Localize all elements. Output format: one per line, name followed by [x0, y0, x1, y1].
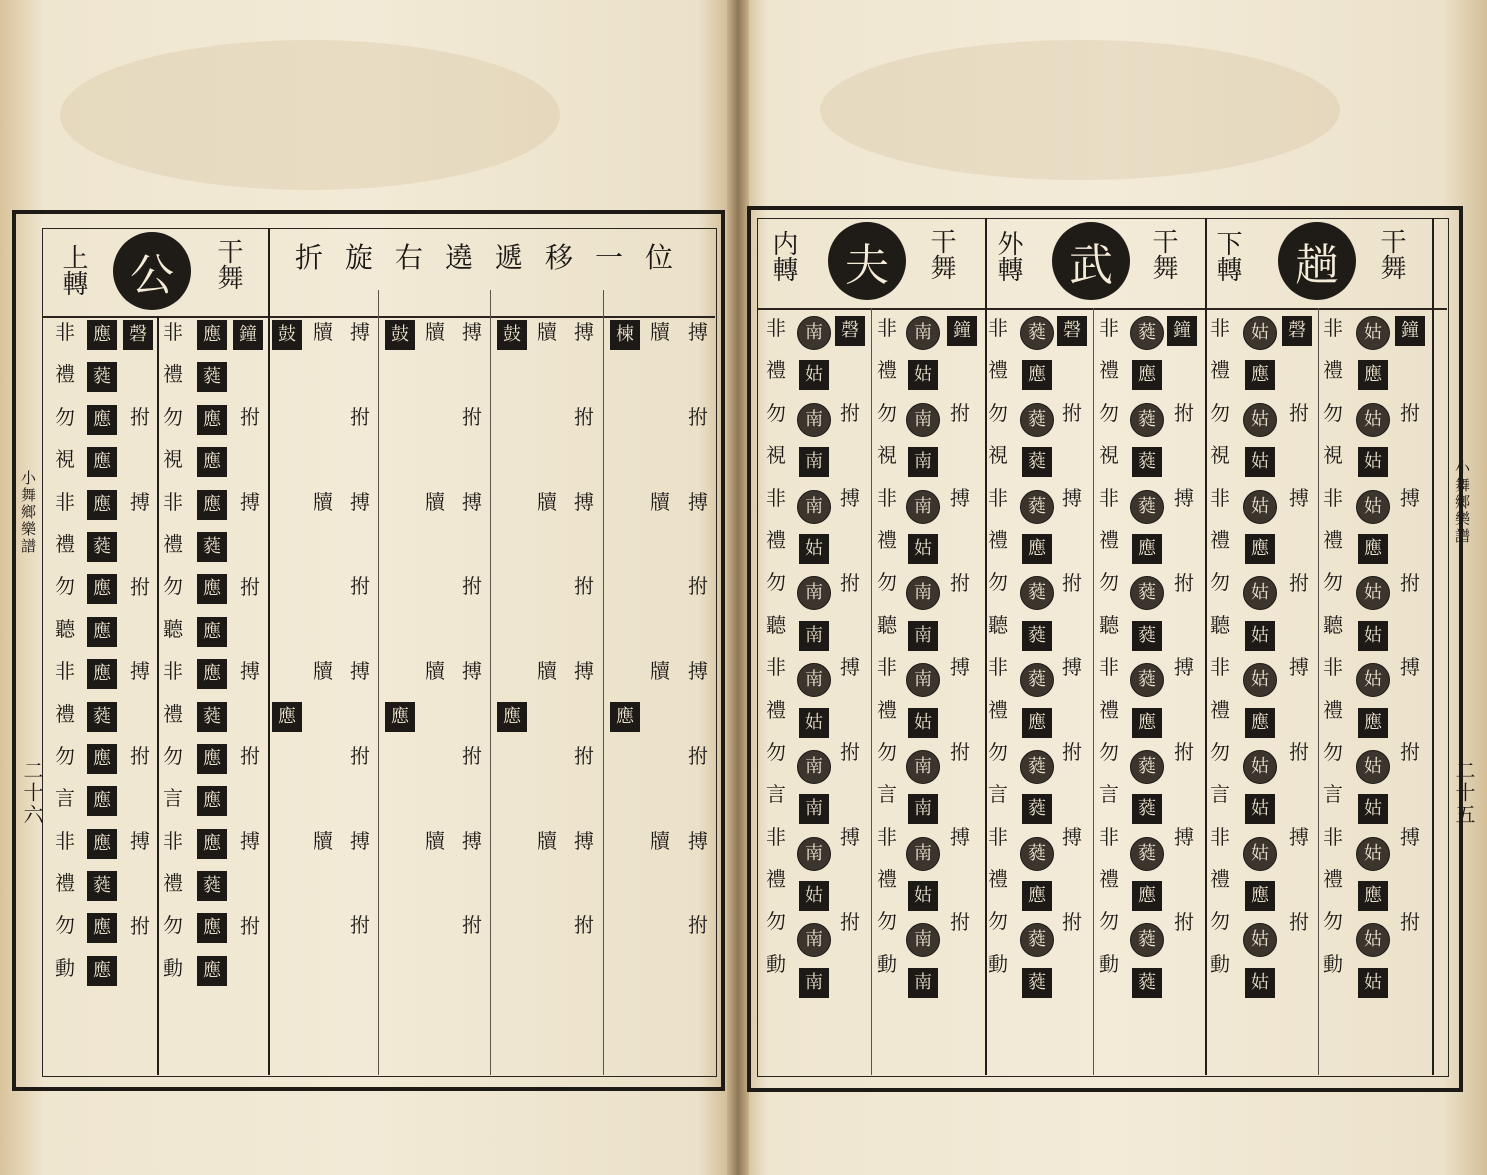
right-moves-col-4: 拊 搏 拊 搏 拊 搏 拊	[1174, 401, 1194, 934]
right-notes-col-2: 南 姑 南 南 南 姑 南 南 南 姑 南 南 南 姑 南 南	[906, 316, 940, 1010]
left-notes-col-1: 應 蕤 應 應 應 蕤 應 應 應 蕤 應 應 應 蕤 應 應	[87, 320, 117, 998]
left-roundel: 公	[113, 232, 191, 310]
left-drum2-col-2: 應	[385, 702, 415, 744]
left-side-title: 小舞鄉樂譜	[19, 470, 37, 555]
left-clap-col-3a: 牘 牘 牘 牘	[537, 320, 557, 853]
left-drum-col-1: 鼓	[272, 320, 302, 362]
left-drum-col-4: 楝	[610, 320, 640, 362]
left-notes-col-2: 應 蕤 應 應 應 蕤 應 應 應 蕤 應 應 應 蕤 應 應	[197, 320, 227, 998]
right-lyrics-col-5: 非 禮 勿 視 非 禮 勿 聽 非 禮 勿 言 非 禮 勿 動	[1210, 316, 1230, 976]
left-clap-col-1b: 搏 拊 搏 拊 搏 拊 搏 拊	[350, 320, 370, 938]
left-lyrics-col-2: 非 禮 勿 視 非 禮 勿 聽 非 禮 勿 言 非 禮 勿 動	[163, 320, 183, 980]
left-drum2-col-4: 應	[610, 702, 640, 744]
right-first-note-3: 磬	[1057, 316, 1087, 358]
book-gutter	[727, 0, 749, 1175]
right-turn-label-2: 外轉	[993, 230, 1023, 282]
right-moves-col-3: 拊 搏 拊 搏 拊 搏 拊	[1062, 401, 1082, 934]
right-roundel-3: 趟	[1278, 222, 1356, 300]
right-roundel-1: 夫	[828, 222, 906, 300]
left-first-note-1: 磬	[123, 320, 153, 362]
left-first-note-2: 鐘	[233, 320, 263, 362]
right-section-label-1: 干舞	[926, 228, 956, 280]
right-notes-col-3: 蕤 應 蕤 蕤 蕤 應 蕤 蕤 蕤 應 蕤 蕤 蕤 應 蕤 蕤	[1020, 316, 1054, 1010]
right-notes-col-4: 蕤 應 蕤 蕤 蕤 應 蕤 蕤 蕤 應 蕤 蕤 蕤 應 蕤 蕤	[1130, 316, 1164, 1010]
right-first-note-2: 鐘	[947, 316, 977, 358]
right-section-label-3: 干舞	[1376, 228, 1406, 280]
left-clap-col-4b: 搏 拊 搏 拊 搏 拊 搏 拊	[688, 320, 708, 938]
left-section-label: 干舞	[213, 238, 243, 290]
right-lyrics-col-4: 非 禮 勿 視 非 禮 勿 聽 非 禮 勿 言 非 禮 勿 動	[1099, 316, 1119, 976]
right-moves-col-2: 拊 搏 拊 搏 拊 搏 拊	[950, 401, 970, 934]
right-lyrics-col-2: 非 禮 勿 視 非 禮 勿 聽 非 禮 勿 言 非 禮 勿 動	[877, 316, 897, 976]
left-drum-col-2: 鼓	[385, 320, 415, 362]
left-drum-col-3: 鼓	[497, 320, 527, 362]
left-page-header	[280, 236, 710, 276]
right-side-title: 小舞鄉樂譜	[1453, 460, 1471, 545]
right-first-note-1: 磬	[835, 316, 865, 358]
right-turn-label-1: 内轉	[768, 230, 798, 282]
right-notes-col-1: 南 姑 南 南 南 姑 南 南 南 姑 南 南 南 姑 南 南	[797, 316, 831, 1010]
left-drum2-col-1: 應	[272, 702, 302, 744]
left-clap-col-1a: 牘 牘 牘 牘	[313, 320, 333, 853]
right-moves-col-6: 拊 搏 拊 搏 拊 搏 拊	[1400, 401, 1420, 934]
right-page-number: 二十五	[1452, 760, 1476, 826]
left-clap-col-3b: 搏 拊 搏 拊 搏 拊 搏 拊	[574, 320, 594, 938]
right-lyrics-col-6: 非 禮 勿 視 非 禮 勿 聽 非 禮 勿 言 非 禮 勿 動	[1323, 316, 1343, 976]
header-text: 折旋右遶遞移一位	[294, 241, 695, 274]
right-first-note-6: 鐘	[1395, 316, 1425, 358]
left-clap-col-4a: 牘 牘 牘 牘	[650, 320, 670, 853]
right-lyrics-col-3: 非 禮 勿 視 非 禮 勿 聽 非 禮 勿 言 非 禮 勿 動	[988, 316, 1008, 976]
right-roundel-2: 武	[1052, 222, 1130, 300]
right-lyrics-col-1: 非 禮 勿 視 非 禮 勿 聽 非 禮 勿 言 非 禮 勿 動	[766, 316, 786, 976]
left-clap-col-2b: 搏 拊 搏 拊 搏 拊 搏 拊	[462, 320, 482, 938]
left-moves-col-1: 拊 搏 拊 搏 拊 搏 拊	[130, 405, 150, 938]
left-drum2-col-3: 應	[497, 702, 527, 744]
right-section-label-2: 干舞	[1148, 228, 1178, 280]
right-notes-col-5: 姑 應 姑 姑 姑 應 姑 姑 姑 應 姑 姑 姑 應 姑 姑	[1243, 316, 1277, 1010]
left-clap-col-2a: 牘 牘 牘 牘	[425, 320, 445, 853]
left-page-number: 二十六	[20, 760, 44, 826]
right-first-note-5: 磬	[1282, 316, 1312, 358]
left-turn-label: 上轉	[58, 244, 88, 296]
right-moves-col-1: 拊 搏 拊 搏 拊 搏 拊	[840, 401, 860, 934]
right-turn-label-3: 下轉	[1212, 230, 1242, 282]
right-moves-col-5: 拊 搏 拊 搏 拊 搏 拊	[1289, 401, 1309, 934]
left-lyrics-col-1: 非 禮 勿 視 非 禮 勿 聽 非 禮 勿 言 非 禮 勿 動	[55, 320, 75, 980]
left-moves-col-2: 拊 搏 拊 搏 拊 搏 拊	[240, 405, 260, 938]
right-notes-col-6: 姑 應 姑 姑 姑 應 姑 姑 姑 應 姑 姑 姑 應 姑 姑	[1356, 316, 1390, 1010]
right-first-note-4: 鐘	[1167, 316, 1197, 358]
